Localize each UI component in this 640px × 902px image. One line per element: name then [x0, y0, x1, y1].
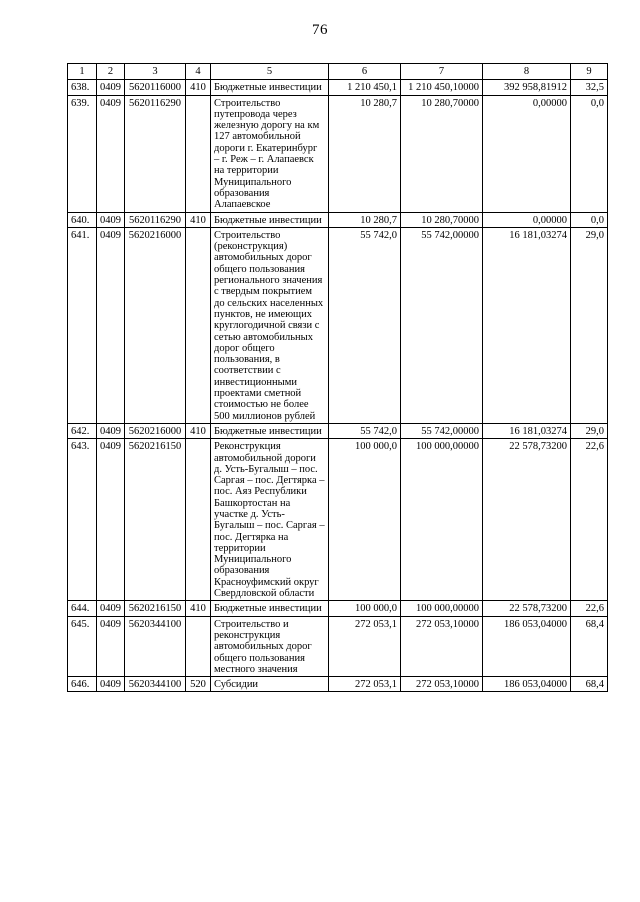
item-name: Строительство (реконструкция) автомобильных дорог общего пользования регионального значения с твердым покрытием до сельских населенных пунктов, не имеющих круглогодичной связи с сетью автомобильных дорог общего пользования, в соответствии с инвестиционными проектами сметной стоимостью не более 500 миллионов рублей: [211, 227, 329, 423]
budget-table: [67, 63, 608, 692]
col-header-9: 9: [571, 64, 608, 80]
section-code: 0409: [97, 212, 125, 227]
expense-type: [186, 439, 211, 601]
expense-type: 410: [186, 80, 211, 95]
table-row: [68, 95, 608, 212]
row-number: 644.: [68, 601, 97, 616]
value-col9: 22,6: [571, 601, 608, 616]
header-row: [68, 64, 608, 80]
item-name: Бюджетные инвестиции: [211, 423, 329, 438]
value-col9: 68,4: [571, 616, 608, 676]
table-row: [68, 423, 608, 438]
item-name: Субсидии: [211, 677, 329, 692]
value-col6: 100 000,0: [329, 439, 401, 601]
expense-type: 520: [186, 677, 211, 692]
section-code: 0409: [97, 423, 125, 438]
item-name: Бюджетные инвестиции: [211, 80, 329, 95]
value-col7: 1 210 450,10000: [401, 80, 483, 95]
value-col6: 10 280,7: [329, 95, 401, 212]
col-header-6: 6: [329, 64, 401, 80]
table-row: [68, 616, 608, 676]
value-col8: 186 053,04000: [483, 677, 571, 692]
value-col9: 68,4: [571, 677, 608, 692]
value-col9: 29,0: [571, 423, 608, 438]
table-row: [68, 439, 608, 601]
col-header-3: 3: [125, 64, 186, 80]
target-code: 5620216150: [125, 439, 186, 601]
target-code: 5620216000: [125, 423, 186, 438]
col-header-1: 1: [68, 64, 97, 80]
value-col7: 10 280,70000: [401, 95, 483, 212]
value-col9: 0,0: [571, 95, 608, 212]
item-name: Строительство и реконструкция автомобильных дорог общего пользования местного значения: [211, 616, 329, 676]
value-col8: 0,00000: [483, 212, 571, 227]
section-code: 0409: [97, 616, 125, 676]
value-col7: 100 000,00000: [401, 439, 483, 601]
value-col9: 29,0: [571, 227, 608, 423]
col-header-7: 7: [401, 64, 483, 80]
row-number: 645.: [68, 616, 97, 676]
target-code: 5620116290: [125, 212, 186, 227]
target-code: 5620216000: [125, 227, 186, 423]
value-col7: 272 053,10000: [401, 616, 483, 676]
col-header-4: 4: [186, 64, 211, 80]
row-number: 646.: [68, 677, 97, 692]
value-col8: 22 578,73200: [483, 439, 571, 601]
col-header-5: 5: [211, 64, 329, 80]
section-code: 0409: [97, 601, 125, 616]
value-col7: 10 280,70000: [401, 212, 483, 227]
expense-type: 410: [186, 601, 211, 616]
item-name: Бюджетные инвестиции: [211, 212, 329, 227]
item-name: Бюджетные инвестиции: [211, 601, 329, 616]
value-col8: 392 958,81912: [483, 80, 571, 95]
row-number: 642.: [68, 423, 97, 438]
section-code: 0409: [97, 95, 125, 212]
expense-type: [186, 227, 211, 423]
target-code: 5620344100: [125, 616, 186, 676]
value-col8: 16 181,03274: [483, 227, 571, 423]
section-code: 0409: [97, 227, 125, 423]
section-code: 0409: [97, 439, 125, 601]
value-col8: 16 181,03274: [483, 423, 571, 438]
value-col8: 22 578,73200: [483, 601, 571, 616]
value-col8: 186 053,04000: [483, 616, 571, 676]
col-header-2: 2: [97, 64, 125, 80]
table-row: [68, 212, 608, 227]
table-row: [68, 227, 608, 423]
section-code: 0409: [97, 80, 125, 95]
value-col9: 0,0: [571, 212, 608, 227]
value-col6: 55 742,0: [329, 227, 401, 423]
value-col7: 100 000,00000: [401, 601, 483, 616]
value-col7: 55 742,00000: [401, 227, 483, 423]
target-code: 5620116290: [125, 95, 186, 212]
row-number: 639.: [68, 95, 97, 212]
row-number: 640.: [68, 212, 97, 227]
value-col8: 0,00000: [483, 95, 571, 212]
value-col6: 55 742,0: [329, 423, 401, 438]
expense-type: [186, 616, 211, 676]
row-number: 643.: [68, 439, 97, 601]
value-col6: 272 053,1: [329, 616, 401, 676]
target-code: 5620116000: [125, 80, 186, 95]
table-row: [68, 80, 608, 95]
value-col6: 100 000,0: [329, 601, 401, 616]
value-col9: 32,5: [571, 80, 608, 95]
target-code: 5620344100: [125, 677, 186, 692]
table-row: [68, 601, 608, 616]
expense-type: 410: [186, 423, 211, 438]
section-code: 0409: [97, 677, 125, 692]
value-col6: 272 053,1: [329, 677, 401, 692]
value-col7: 55 742,00000: [401, 423, 483, 438]
row-number: 641.: [68, 227, 97, 423]
item-name: Реконструкция автомобильной дороги д. Усть-Бугалыш – пос. Саргая – пос. Дегтярка – пос. Аяз Республики Башкортостан на участке д. Усть-Бугалыш – пос. Саргая – пос. Дегтярка на территории Муниципального образования Красноуфимский округ Свердловской области: [211, 439, 329, 601]
table-row: [68, 677, 608, 692]
target-code: 5620216150: [125, 601, 186, 616]
expense-type: 410: [186, 212, 211, 227]
value-col6: 1 210 450,1: [329, 80, 401, 95]
value-col6: 10 280,7: [329, 212, 401, 227]
item-name: Строительство путепровода через железную дорогу на км 127 автомобильной дороги г. Екатеринбург – г. Реж – г. Алапаевск на территории Муниципального образования Алапаевское: [211, 95, 329, 212]
row-number: 638.: [68, 80, 97, 95]
value-col7: 272 053,10000: [401, 677, 483, 692]
page-number: 76: [312, 22, 328, 38]
expense-type: [186, 95, 211, 212]
value-col9: 22,6: [571, 439, 608, 601]
col-header-8: 8: [483, 64, 571, 80]
